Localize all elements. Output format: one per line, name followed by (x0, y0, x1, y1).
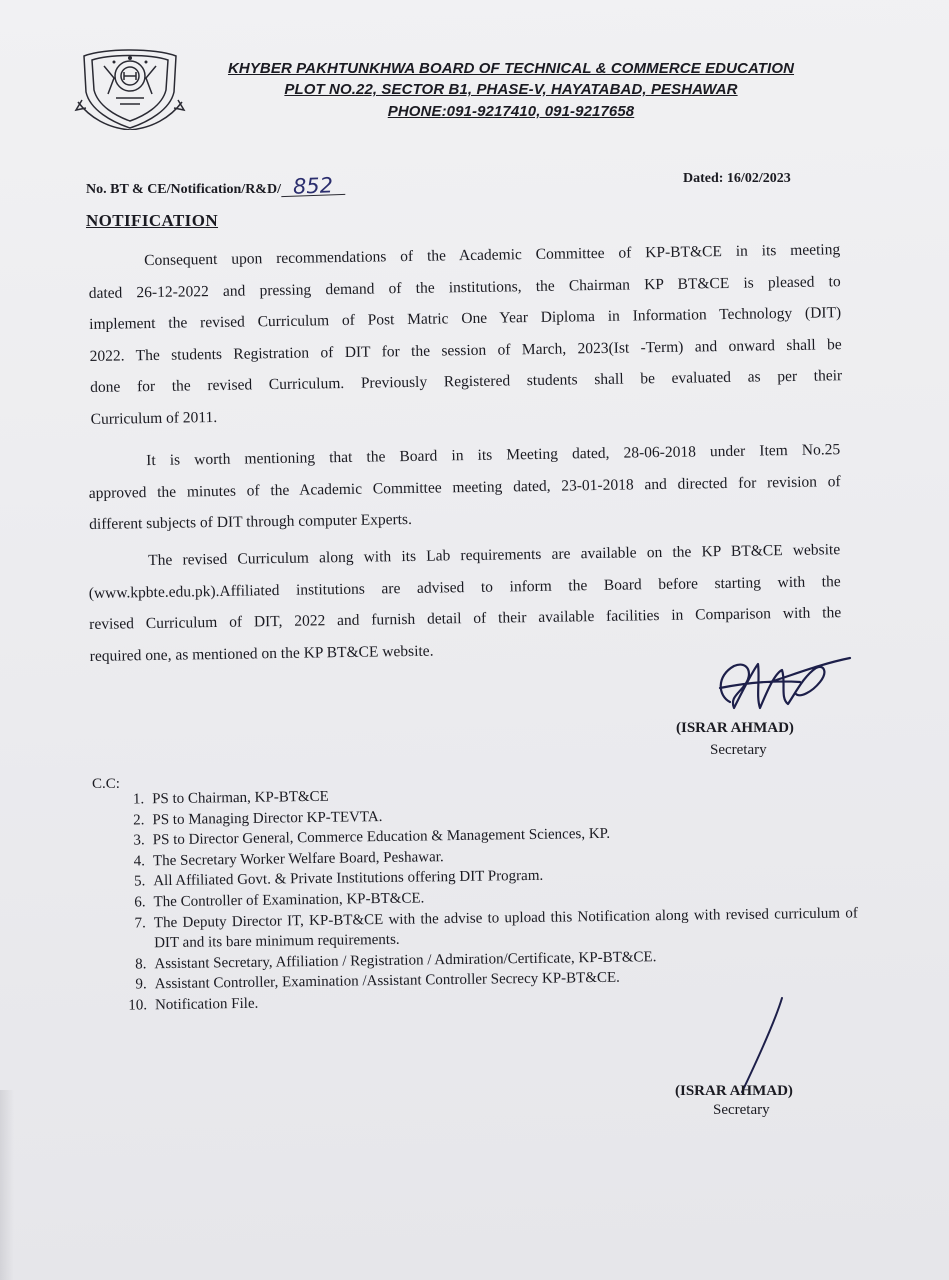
cc-item-number: 9. (135, 976, 147, 993)
cc-item-number: 4. (133, 853, 146, 870)
board-emblem-icon (74, 44, 186, 130)
cc-item-number: 1. (132, 791, 145, 808)
reference-handwritten-number: 852 (281, 176, 346, 197)
paragraph-line: dated 26-12-2022 and pressing demand of the institutions, the Chairman KP BT&CE is pleased to (88, 272, 841, 302)
paragraph-line: The revised Curriculum along with its Lab requirements are available on the KP BT&CE website (148, 541, 841, 570)
signatory-role: Secretary (710, 742, 767, 758)
header-address: PLOT NO.22, SECTOR B1, PHASE-V, HAYATABAD, PESHAWAR (284, 81, 738, 98)
signature-icon (700, 652, 860, 724)
cc-item-text: Assistant Controller, Examination /Assistant Controller Secrecy KP-BT&CE. (154, 970, 620, 993)
paragraph-line: Curriculum of 2011. (90, 408, 218, 428)
paragraph-2 (88, 434, 841, 541)
paragraph-line: different subjects of DIT through computer Experts. (89, 511, 413, 534)
notification-title: NOTIFICATION (86, 211, 219, 230)
paragraph-line: implement the revised Curriculum of Post Matric One Year Diploma in Information Technology (DIT) (89, 304, 842, 334)
cc-item-number: 7. (134, 914, 146, 932)
page-edge-shadow (0, 1090, 14, 1280)
cc-item-text: The Secretary Worker Welfare Board, Peshawar. (152, 848, 444, 869)
cc-item-number: 3. (133, 832, 145, 849)
cc-label: C.C: (92, 776, 120, 792)
cc-item-text: The Controller of Examination, KP-BT&CE. (153, 890, 425, 911)
cc-item-text: PS to Chairman, KP-BT&CE (152, 788, 329, 808)
signatory-name: (ISRAR AHMAD) (675, 1083, 793, 1099)
cc-item-number: 2. (133, 811, 145, 829)
signature-icon (726, 994, 796, 1094)
cc-item-number: 10. (128, 997, 148, 1014)
paragraph-1 (88, 234, 843, 435)
paragraph-line: (www.kpbte.edu.pk).Affiliated institutions are advised to inform the Board before starting with the (88, 572, 841, 602)
signatory-role: Secretary (713, 1102, 770, 1118)
reference-number (86, 173, 345, 199)
paragraph-line: approved the minutes of the Academic Committee meeting dated, 23-01-2018 and directed for revision of (88, 472, 841, 502)
cc-item-text: PS to Director General, Commerce Education & Management Sciences, KP. (152, 826, 611, 849)
signatory-name: (ISRAR AHMAD) (676, 720, 794, 736)
paragraph-line: Consequent upon recommendations of the Academic Committee of KP-BT&CE in its meeting (144, 241, 841, 270)
cc-item-number: 5. (133, 873, 146, 890)
date-line: Dated: 16/02/2023 (683, 171, 791, 186)
cc-item-number: 8. (135, 956, 147, 973)
paragraph-line: done for the revised Curriculum. Previously Registered students shall be evaluated as per their (90, 367, 843, 397)
cc-list (96, 779, 859, 1016)
cc-item-text: All Affiliated Govt. & Private Institutions offering DIT Program. (153, 868, 544, 890)
header-phone: PHONE:091-9217410, 091-9217658 (387, 103, 635, 120)
reference-prefix: No. BT & CE/Notification/R&D/ (86, 182, 281, 197)
cc-item-text: The Deputy Director IT, KP-BT&CE with the advise to upload this Notification along with revised curriculum of DIT and its bare minimum requirements. (153, 904, 858, 952)
cc-item-text: Assistant Secretary, Affiliation / Registration / Admiration/Certificate, KP-BT&CE. (154, 948, 657, 972)
cc-item-text: Notification File. (154, 995, 259, 1014)
cc-item-number: 6. (134, 894, 146, 911)
paragraph-line: It is worth mentioning that the Board in its Meeting dated, 28-06-2018 under Item No.25 (146, 441, 841, 470)
paragraph-line: 2022. The students Registration of DIT for the session of March, 2023(Ist -Term) and onward shall be (89, 335, 842, 365)
paragraph-line: revised Curriculum of DIT, 2022 and furnish detail of their available facilities in Comparison with the (89, 604, 842, 634)
cc-item-text: PS to Managing Director KP-TEVTA. (152, 808, 383, 828)
paragraph-line: required one, as mentioned on the KP BT&CE website. (89, 642, 434, 665)
header-board-name: KHYBER PAKHTUNKHWA BOARD OF TECHNICAL & COMMERCE EDUCATION (227, 60, 795, 77)
